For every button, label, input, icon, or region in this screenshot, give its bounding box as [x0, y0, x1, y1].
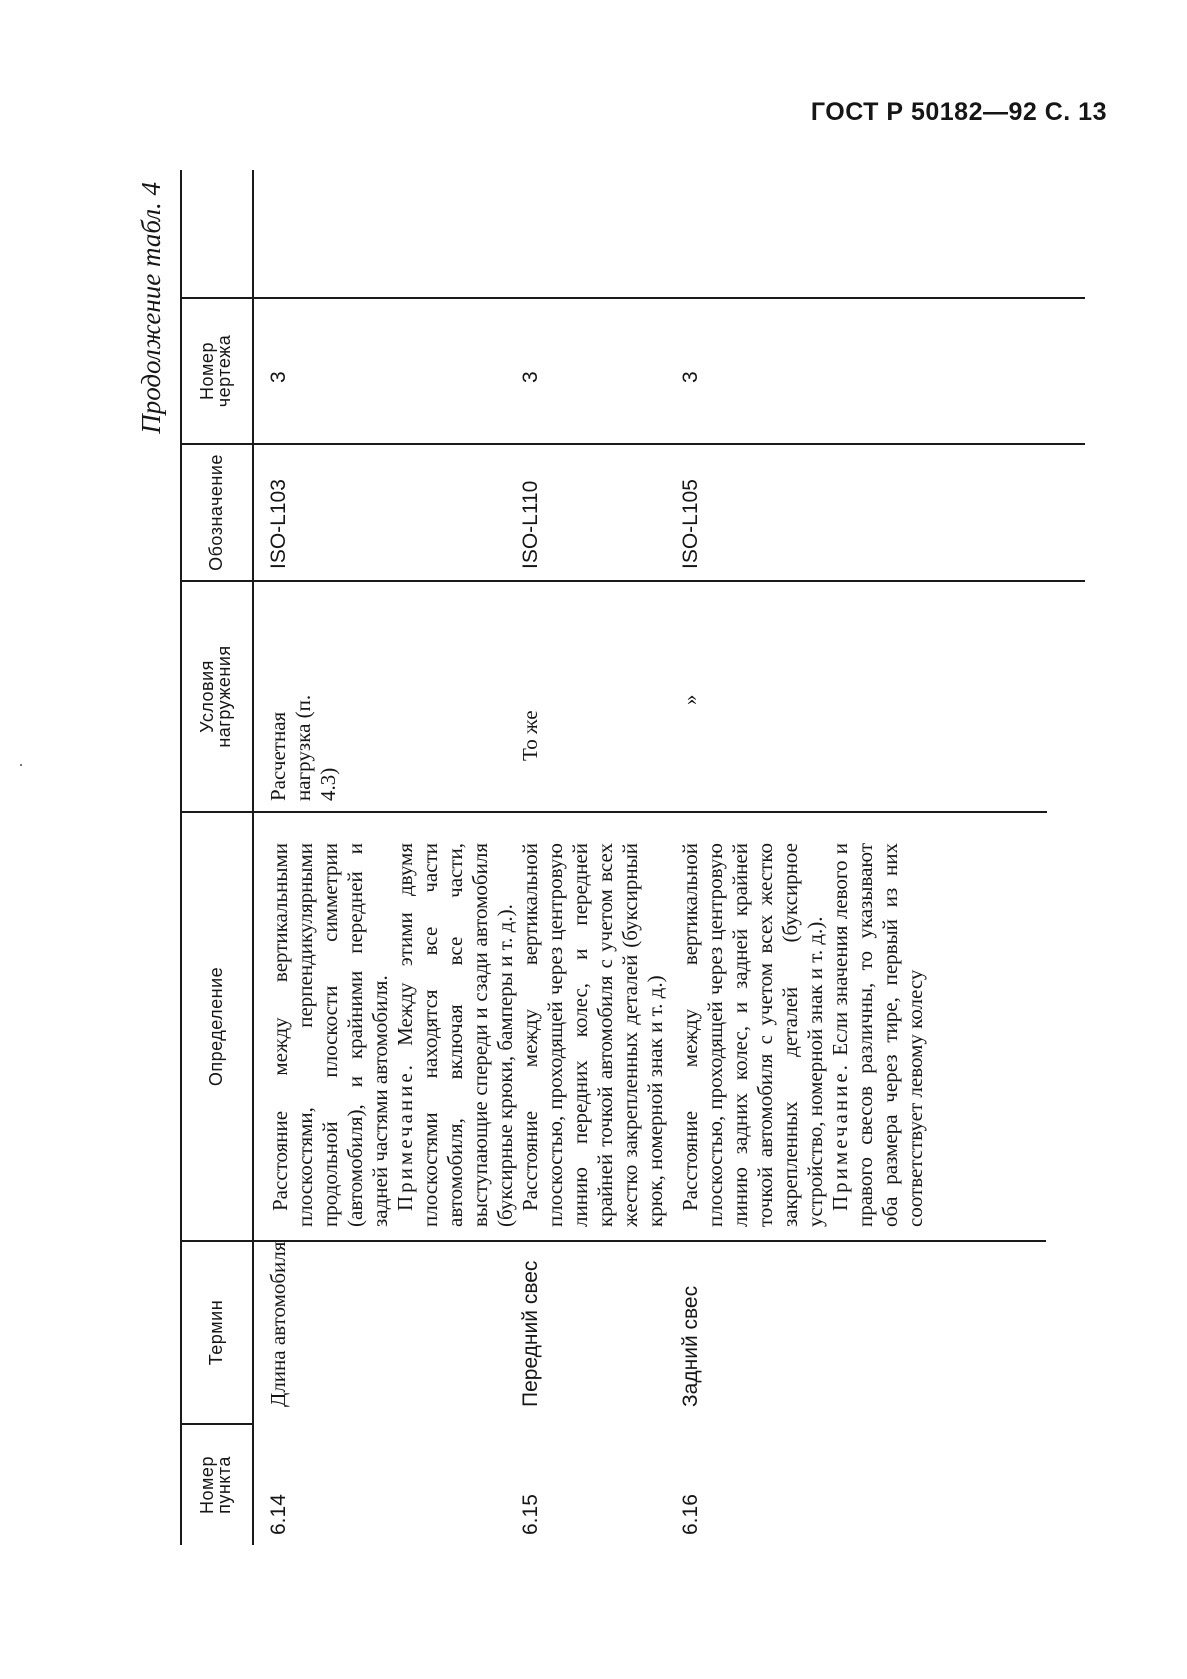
header-designation: Обозначение [205, 454, 226, 571]
row-number: 6.14 [267, 1494, 290, 1535]
header-rule [252, 170, 254, 1545]
note-label: Примечание. [393, 1062, 417, 1211]
header-number: Номер пункта [197, 1456, 234, 1514]
column-divider [180, 811, 1047, 813]
row-number: 6.15 [519, 1494, 542, 1535]
rotated-table [136, 170, 1085, 1545]
note [828, 843, 928, 1227]
header-drawing: Номер чертежа [197, 334, 234, 408]
header-load: Условия нагружения [197, 645, 234, 748]
table-caption: Продолжение табл. 4 [136, 182, 166, 434]
row-definition [268, 843, 518, 1227]
page-header: ГОСТ Р 50182—92 С. 13 [810, 98, 1107, 126]
scan-speck [20, 764, 22, 766]
definition-text: Расстояние между вертикальной плоскостью, проходящей через центровую линию задних колес, и задней крайней точкой автомобиля с учетом всех жестко закрепленных деталей (буксирное устройство, номерной знак и т. д.). [678, 843, 827, 1227]
column-divider [180, 443, 1085, 445]
row-load: Расчетная нагрузка (п. 4.3) [266, 694, 340, 801]
row-term: Передний свес [519, 1260, 542, 1407]
note-label: Примечание. [828, 1062, 852, 1211]
column-divider [180, 297, 1085, 299]
row-load: То же [518, 710, 542, 761]
row-designation: ISO-L103 [267, 479, 290, 569]
row-designation: ISO-L110 [519, 480, 542, 569]
note-text: Между этими двумя плоскостями находятся все части автомобиля, включая все части, выступающие спереди и сзади автомобиля (буксирные крюки, бамперы и т. д.). [393, 843, 517, 1227]
definition-text: Расстояние между вертикальными плоскостями, перпендикулярными продольной плоскости симметрии (автомобиля), и крайними передней и задней частями автомобиля. [268, 843, 392, 1227]
row-designation: ISO-L105 [679, 479, 702, 569]
column-divider [180, 580, 1085, 582]
row-definition [518, 843, 668, 1227]
row-term: Длина автомобиля [266, 1241, 290, 1407]
row-drawing: 3 [519, 371, 542, 383]
note [393, 843, 518, 1227]
row-number: 6.16 [679, 1494, 702, 1535]
row-drawing: 3 [267, 371, 290, 383]
note-text: Если значения левого и правого свесов различны, то указывают оба размера через тире, первый из них соответствует левому колесу [828, 843, 927, 1227]
row-drawing: 3 [679, 371, 702, 383]
row-definition [678, 843, 928, 1227]
definition-text: Расстояние между вертикальной плоскостью, проходящей через центровую линию передних колес, и передней крайней точкой автомобиля с учетом всех жестко закрепленных деталей (буксирный крюк, номерной знак и т. д.) [518, 843, 667, 1227]
column-divider [180, 1240, 1046, 1242]
header-term: Термин [205, 1299, 226, 1366]
header-definition: Определение [205, 966, 226, 1087]
row-load: » [678, 694, 702, 705]
row-term: Задний свес [679, 1285, 702, 1407]
